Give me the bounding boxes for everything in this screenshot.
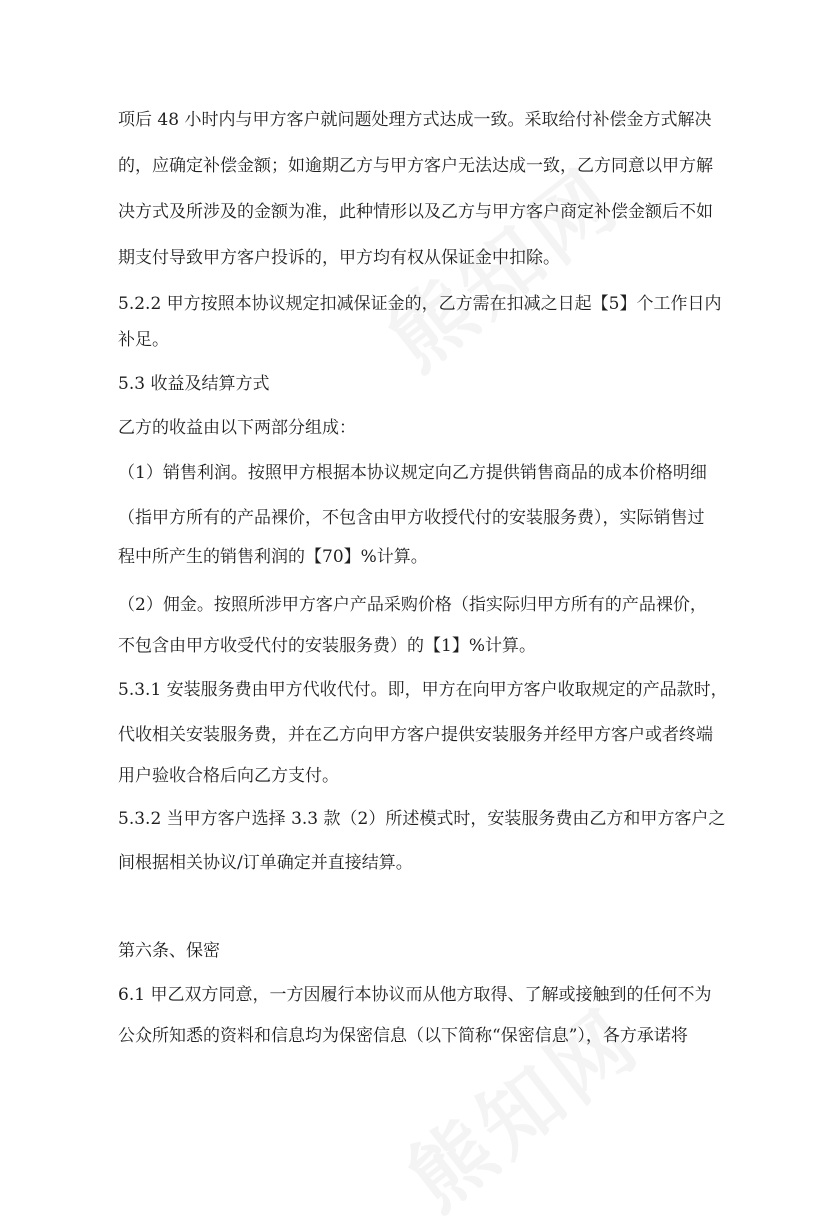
- paragraph-line: 程中所产生的销售利润的【70】%计算。: [118, 547, 428, 567]
- paragraph-line: 代收相关安装服务费，并在乙方向甲方客户提供安装服务并经甲方客户或者终端: [118, 725, 713, 745]
- paragraph-line: 公众所知悉的资料和信息均为保密信息（以下简称“保密信息”），各方承诺将: [118, 1026, 688, 1046]
- paragraph-line: 乙方的收益由以下两部分组成：: [118, 418, 356, 438]
- paragraph-line: 决方式及所涉及的金额为准，此种情形以及乙方与甲方客户商定补偿金额后不如: [118, 202, 713, 222]
- paragraph-line: 6.1 甲乙双方同意，一方因履行本协议而从他方取得、了解或接触到的任何不为: [118, 985, 712, 1005]
- watermark-bottom: [380, 977, 660, 1232]
- paragraph-line: 用户验收合格后向乙方支付。: [118, 766, 339, 786]
- paragraph-line: 5.3.1 安装服务费由甲方代收代付。即，甲方在向甲方客户收取规定的产品款时，: [118, 680, 728, 700]
- paragraph-line: 项后 48 小时内与甲方客户就问题处理方式达成一致。采取给付补偿金方式解决: [118, 110, 712, 130]
- paragraph-line: 5.2.2 甲方按照本协议规定扣减保证金的，乙方需在扣减之日起【5】个工作日内: [118, 294, 722, 314]
- paragraph-line: 的，应确定补偿金额；如逾期乙方与甲方客户无法达成一致，乙方同意以甲方解: [118, 156, 713, 176]
- paragraph-line: 5.3.2 当甲方客户选择 3.3 款（2）所述模式时，安装服务费由乙方和甲方客户之: [118, 809, 726, 829]
- paragraph-line: 间根据相关协议/订单确定并直接结算。: [118, 853, 413, 873]
- paragraph-line: 补足。: [118, 330, 169, 350]
- article-heading: 第六条、保密: [118, 941, 220, 961]
- paragraph-line: （1）销售利润。按照甲方根据本协议规定向乙方提供销售商品的成本价格明细: [118, 463, 707, 483]
- paragraph-line: 期支付导致甲方客户投诉的，甲方均有权从保证金中扣除。: [118, 248, 560, 268]
- paragraph-line: （指甲方所有的产品裸价，不包含由甲方收授代付的安装服务费），实际销售过: [118, 508, 705, 528]
- paragraph-line: （2）佣金。按照所涉甲方客户产品采购价格（指实际归甲方所有的产品裸价，: [118, 595, 707, 615]
- section-heading: 5.3 收益及结算方式: [118, 374, 270, 394]
- paragraph-line: 不包含由甲方收受代付的安装服务费）的【1】%计算。: [118, 636, 536, 656]
